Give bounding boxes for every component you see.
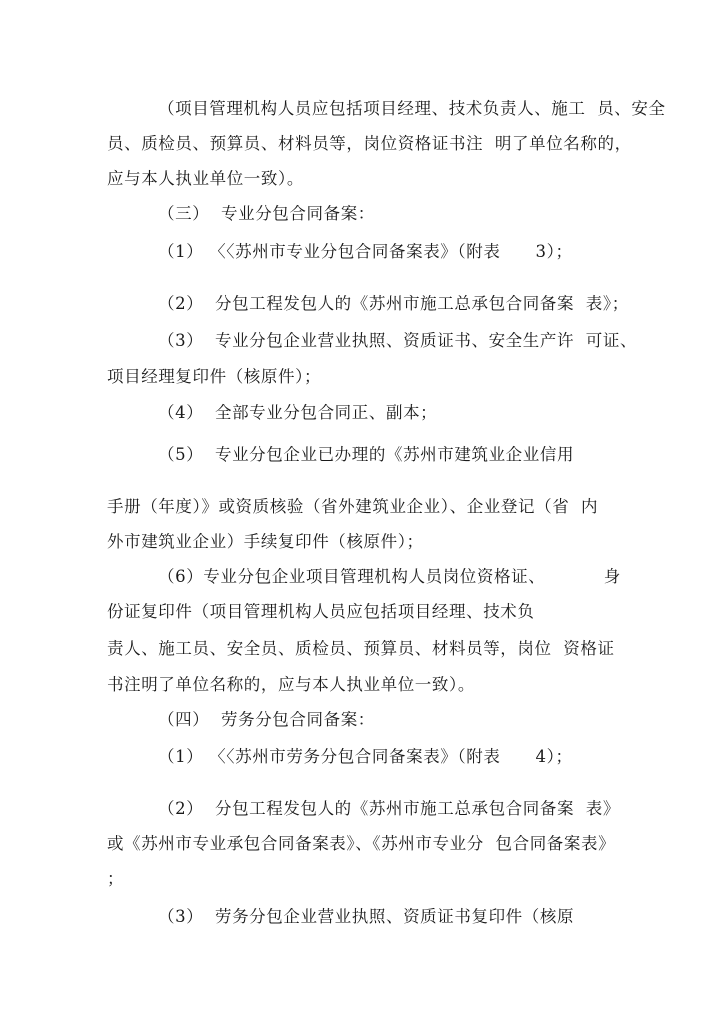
text-line-6: （2） 分包工程发包人的《苏州市施工总承包合同备案 表》；: [158, 294, 629, 313]
text-line-22: （3） 劳务分包企业营业执照、资质证书复印件（核原: [158, 907, 575, 926]
text-line-9: （4） 全部专业分包合同正、副本；: [158, 403, 438, 422]
text-line-17: （四） 劳务分包合同备案：: [158, 710, 375, 729]
text-line-1: （项目管理机构人员应包括项目经理、技术负责人、施工 员、安全: [158, 99, 666, 118]
text-line-15: 责人、施工员、安全员、质检员、预算员、材料员等，岗位 资格证: [107, 639, 615, 658]
text-line-8: 项目经理复印件（核原件）；: [107, 367, 322, 386]
text-line-20: 或《苏州市专业承包合同备案表》、《苏州市专业分 包合同备案表》: [107, 834, 616, 853]
text-line-11: 手册（年度）》或资质核验（省外建筑业企业）、企业登记（省 内: [107, 497, 599, 516]
text-line-18: （1） 〈〈苏州市劳务分包合同备案表》（附表 4）；: [158, 747, 573, 766]
text-line-14: 份证复印件（项目管理机构人员应包括项目经理、技术负: [107, 602, 535, 621]
text-line-5: （1） 〈〈苏州市专业分包合同备案表》（附表 3）；: [158, 242, 573, 261]
text-line-2: 员、质检员、预算员、材料员等，岗位资格证书注 明了单位名称的，: [107, 134, 632, 153]
text-line-4: （三） 专业分包合同备案：: [158, 204, 375, 223]
text-line-3: 应与本人执业单位一致）。: [107, 169, 304, 188]
text-line-12: 外市建筑业企业）手续复印件（核原件）；: [107, 532, 424, 551]
text-line-7: （3） 专业分包企业营业执照、资质证书、安全生产许 可证、: [158, 331, 638, 350]
text-line-13: （6）专业分包企业项目管理机构人员岗位资格证、 身: [158, 567, 621, 586]
text-line-21: ；: [107, 869, 125, 888]
text-line-10: （5） 专业分包企业已办理的《苏州市建筑业企业信用: [158, 445, 575, 464]
text-line-19: （2） 分包工程发包人的《苏州市施工总承包合同备案 表》: [158, 799, 620, 818]
text-line-16: 书注明了单位名称的，应与本人执业单位一致）。: [107, 675, 475, 694]
